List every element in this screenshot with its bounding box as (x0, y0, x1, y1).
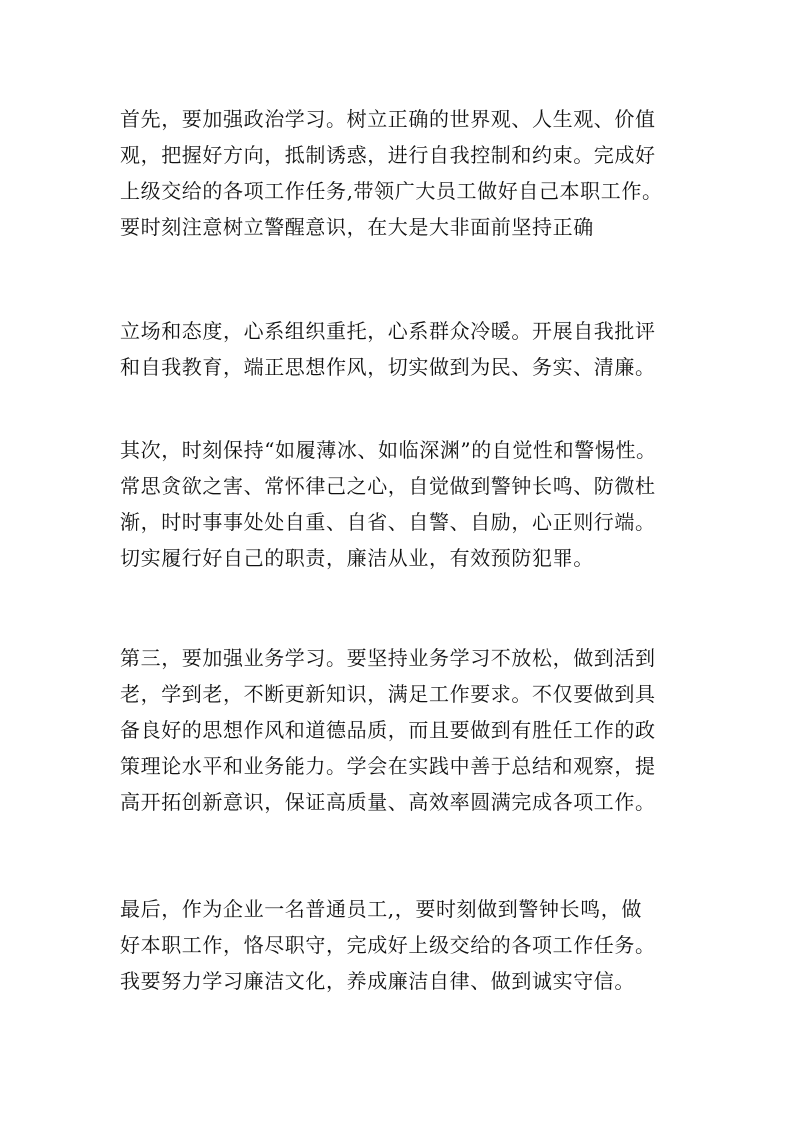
text-line: 首先，要加强政治学习。树立正确的世界观、人生观、价值 (120, 107, 656, 131)
text-line: 好本职工作，恪尽职守，完成好上级交给的各项工作任务。 (120, 933, 656, 957)
paragraph-self-awareness (120, 432, 720, 576)
paragraph-conclusion (120, 891, 720, 999)
text-line: 切实履行好自己的职责，廉洁从业，有效预防犯罪。 (120, 546, 594, 570)
paragraph-stance-attitude (120, 313, 720, 385)
paragraph-business-study (120, 640, 720, 820)
text-line: 上级交给的各项工作任务,带领广大员工做好自己本职工作。 (120, 179, 663, 203)
text-line: 备良好的思想作风和道德品质，而且要做到有胜任工作的政 (120, 718, 656, 742)
text-line: 我要努力学习廉洁文化，养成廉洁自律、做到诚实守信。 (120, 969, 635, 993)
text-line: 观，把握好方向，抵制诱惑，进行自我控制和约束。完成好 (120, 143, 656, 167)
text-line: 策理论水平和业务能力。学会在实践中善于总结和观察，提 (120, 754, 656, 778)
text-line: 第三，要加强业务学习。要坚持业务学习不放松，做到活到 (120, 646, 656, 670)
paragraph-political-study (120, 101, 720, 245)
text-line: 高开拓创新意识，保证高质量、高效率圆满完成各项工作。 (120, 790, 656, 814)
text-line: 老，学到老，不断更新知识，满足工作要求。不仅要做到具 (120, 682, 656, 706)
text-line: 要时刻注意树立警醒意识，在大是大非面前坚持正确 (120, 215, 594, 239)
text-line: 立场和态度，心系组织重托，心系群众冷暖。开展自我批评 (120, 319, 656, 343)
text-line: 渐，时时事事处处自重、自省、自警、自励，心正则行端。 (120, 510, 656, 534)
text-line: 和自我教育，端正思想作风，切实做到为民、务实、清廉。 (120, 355, 656, 379)
text-line: 常思贪欲之害、常怀律己之心，自觉做到警钟长鸣、防微杜 (120, 474, 656, 498)
text-line: 最后，作为企业一名普通员工,，要时刻做到警钟长鸣，做 (120, 897, 642, 921)
text-line: 其次，时刻保持“如履薄冰、如临深渊”的自觉性和警惕性。 (120, 438, 657, 462)
